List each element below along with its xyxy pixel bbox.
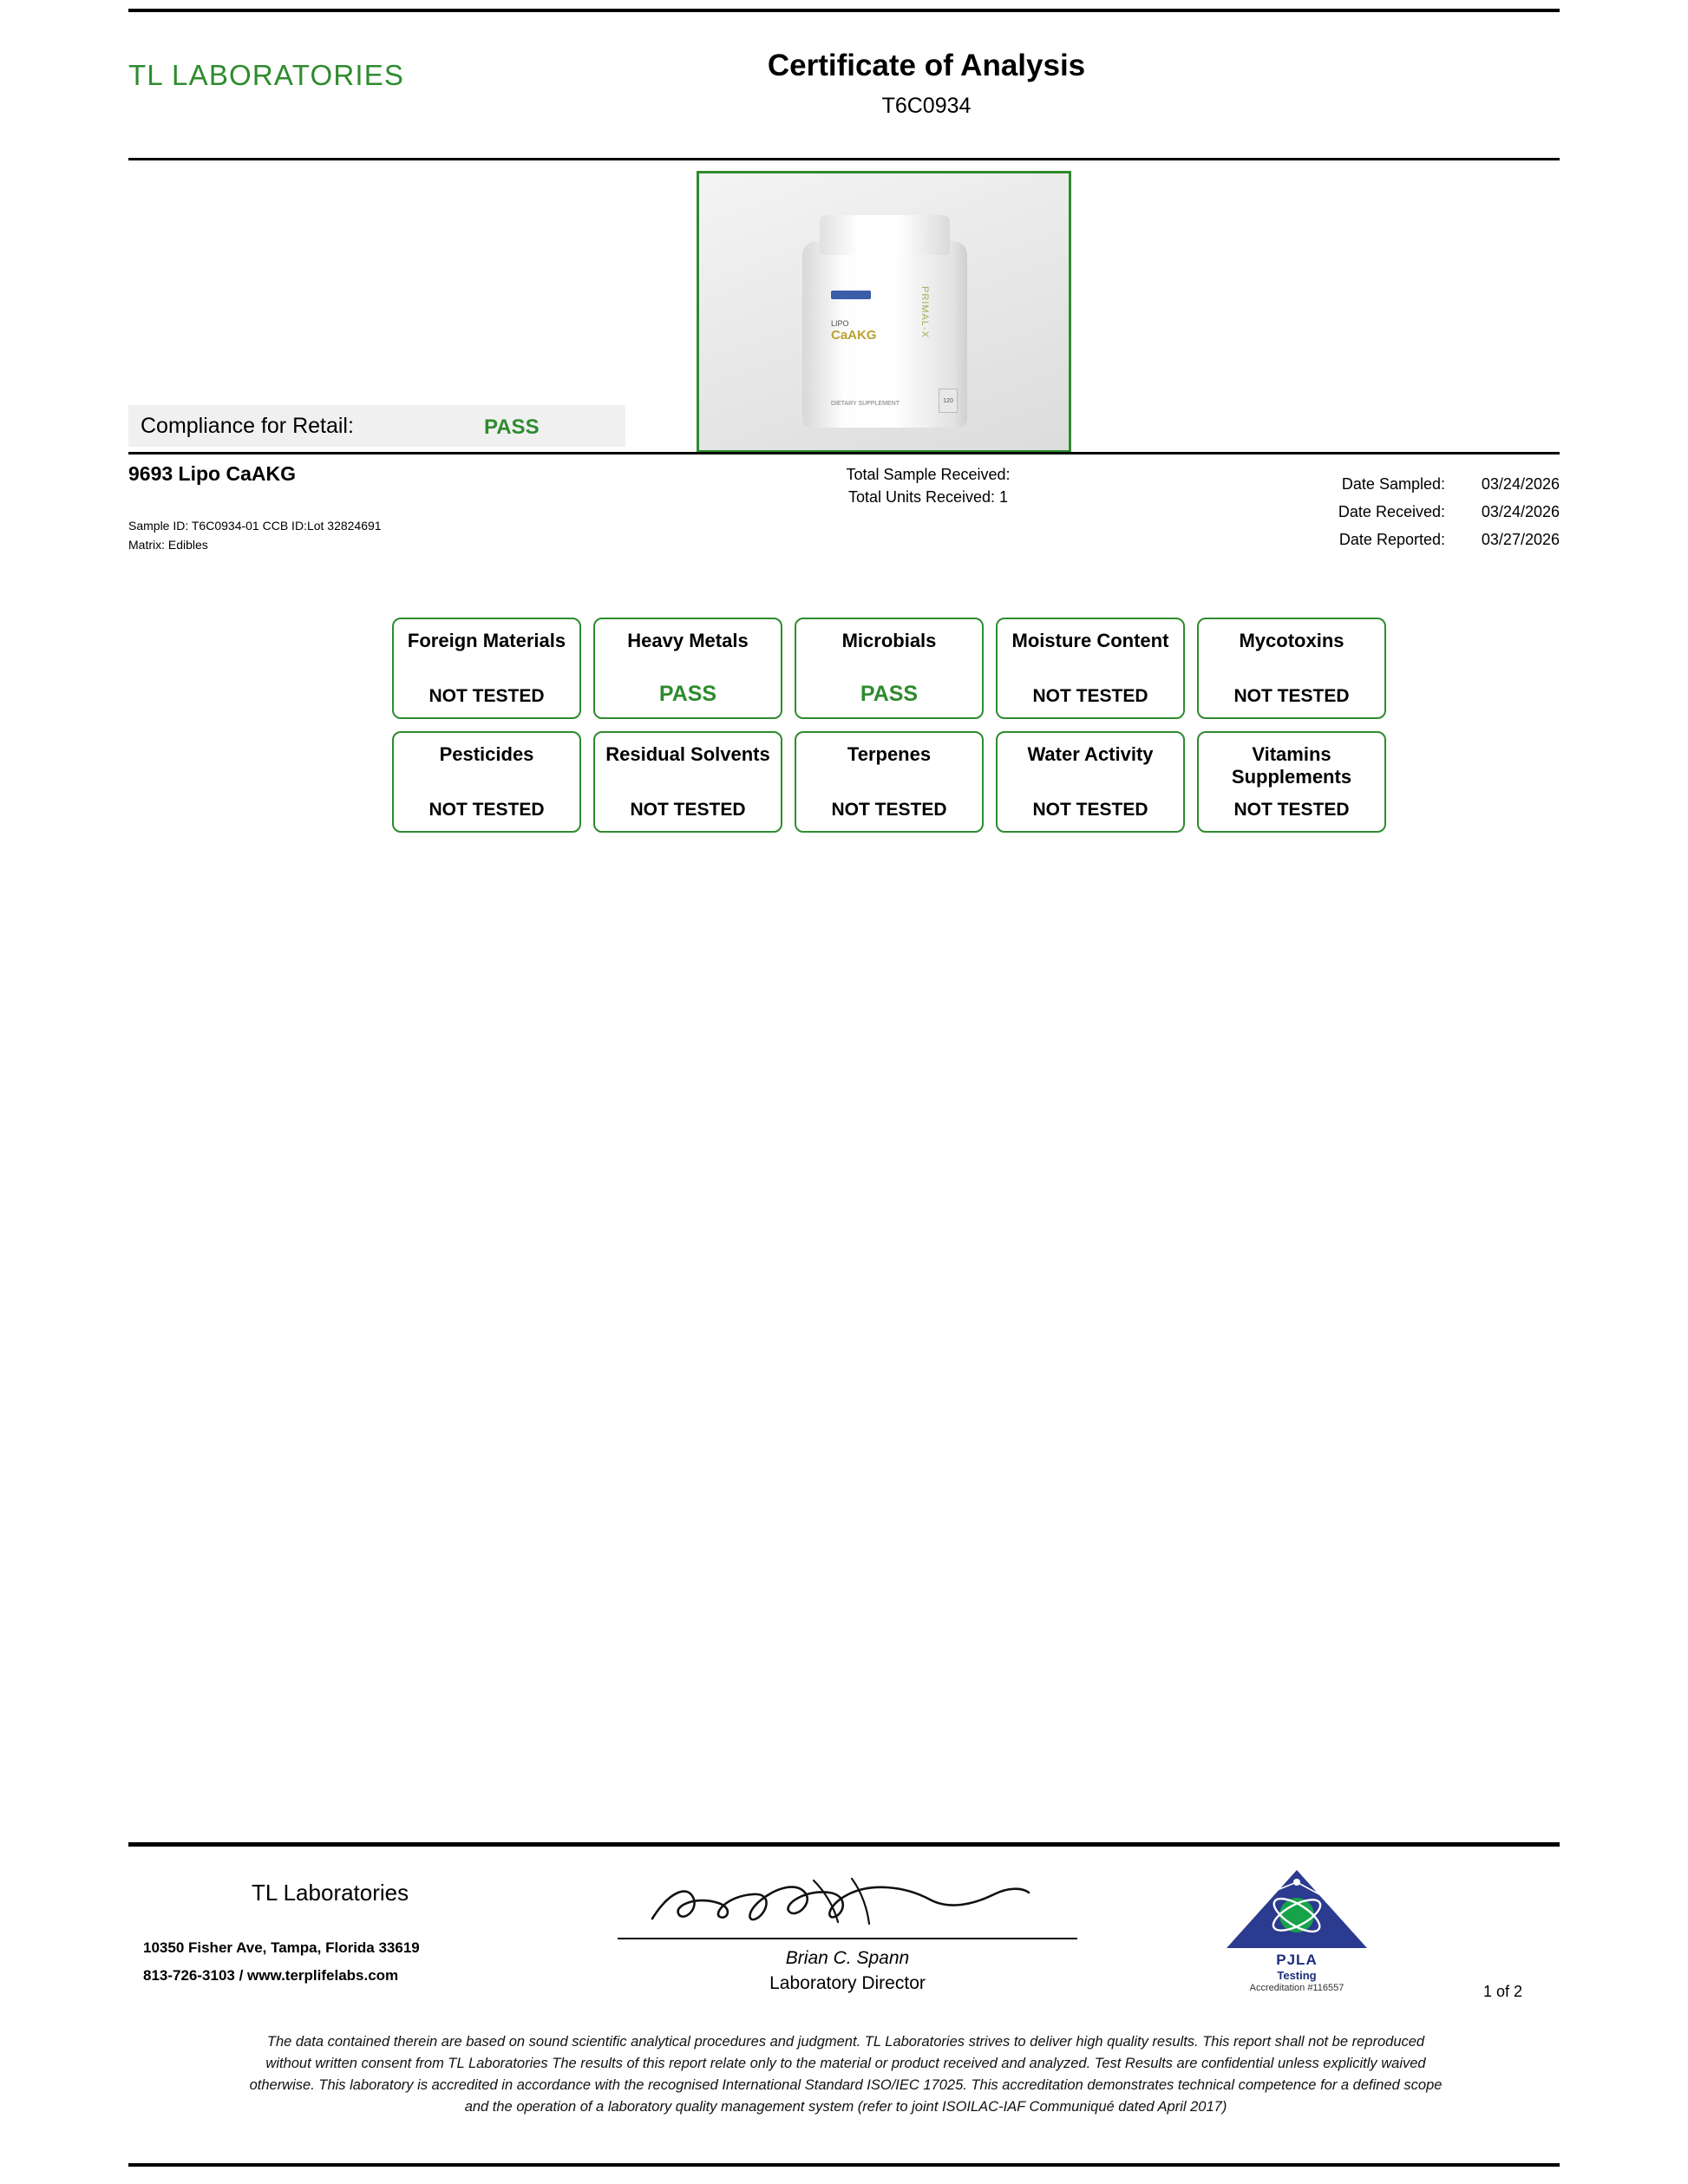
- signer-name: Brian C. Spann: [785, 1948, 910, 1968]
- test-card-heavy-metals[interactable]: [593, 618, 782, 719]
- footer-contact: 813-726-3103 / www.terplifelabs.com: [143, 1967, 399, 1984]
- test-card-status: NOT TESTED: [1233, 800, 1350, 820]
- accreditation-subtitle: Testing: [1277, 1969, 1317, 1982]
- test-card-foreign-materials[interactable]: [392, 618, 581, 719]
- sample-name: 9693 Lipo CaAKG: [128, 462, 296, 485]
- test-card-status: NOT TESTED: [1233, 686, 1350, 706]
- test-card-status: NOT TESTED: [831, 800, 947, 820]
- test-card-title: Mycotoxins: [1239, 630, 1345, 651]
- test-card-residual-solvents[interactable]: [593, 731, 782, 833]
- accreditation-logo: [1214, 1865, 1379, 1995]
- test-card-water-activity[interactable]: [996, 731, 1185, 833]
- lab-logo-text: TL LABORATORIES: [128, 59, 405, 91]
- date-received-label: Date Received:: [1338, 503, 1445, 520]
- date-row: [1197, 470, 1560, 498]
- document-header: [128, 26, 1560, 139]
- sample-matrix: Matrix: Edibles: [128, 538, 208, 552]
- test-card-vitamins-supplements[interactable]: [1197, 731, 1386, 833]
- test-card-title: Foreign Materials: [407, 630, 566, 651]
- sample-code: T6C0934: [881, 94, 972, 118]
- dates-block: [1197, 470, 1560, 553]
- test-card-status: NOT TESTED: [1032, 800, 1148, 820]
- received-info: [746, 463, 1110, 508]
- test-card-moisture-content[interactable]: [996, 618, 1185, 719]
- bottle-side-text: PRIMAL-X: [919, 286, 930, 338]
- bottle-brand-text: LIPO: [831, 319, 849, 328]
- date-sampled-label: Date Sampled:: [1341, 475, 1445, 493]
- test-card-status: PASS: [658, 682, 717, 706]
- signature-icon: [644, 1873, 1051, 1934]
- test-card-title: Moisture Content: [1011, 630, 1169, 651]
- signature-block: [618, 1873, 1077, 1994]
- footer-address: 10350 Fisher Ave, Tampa, Florida 33619: [143, 1939, 420, 1956]
- compliance-label: Compliance for Retail:: [141, 414, 354, 438]
- date-reported-label: Date Reported:: [1338, 531, 1445, 548]
- test-card-title: Pesticides: [439, 743, 534, 765]
- test-card-microbials[interactable]: [795, 618, 984, 719]
- bottle-count-badge: 120: [939, 389, 958, 413]
- test-card-title: Vitamins Supplements: [1231, 743, 1352, 788]
- test-card-title: Terpenes: [847, 743, 932, 765]
- signer-role: Laboratory Director: [769, 1973, 926, 1993]
- footer-divider: [128, 1842, 1560, 1847]
- accreditation-number: Accreditation #116557: [1249, 1983, 1345, 1993]
- test-card-status: PASS: [860, 682, 919, 706]
- test-card-title: Water Activity: [1027, 743, 1154, 765]
- test-card-terpenes[interactable]: [795, 731, 984, 833]
- bottle-product-text: CaAKG: [831, 328, 877, 343]
- bottom-divider: [128, 2163, 1560, 2167]
- test-card-status: NOT TESTED: [429, 686, 545, 706]
- accreditation-name: PJLA: [1276, 1952, 1318, 1968]
- test-card-title: Residual Solvents: [605, 743, 770, 765]
- test-card-status: NOT TESTED: [1032, 686, 1148, 706]
- product-photo: [697, 171, 1071, 453]
- signature-line: [618, 1938, 1077, 1939]
- date-reported-value: 03/27/2026: [1481, 531, 1560, 548]
- footer-lab-name: TL Laboratories: [252, 1880, 409, 1906]
- compliance-status-badge: PASS: [484, 415, 540, 439]
- test-card-status: NOT TESTED: [429, 800, 545, 820]
- test-summary-row: [392, 618, 1398, 719]
- compliance-bar: [128, 405, 625, 447]
- top-divider: [128, 9, 1560, 12]
- test-card-pesticides[interactable]: [392, 731, 581, 833]
- disclaimer-text: The data contained therein are based on sound scientific analytical procedures and judgment. TL Laboratories strives to deliver high quality results. This report shall not be reproduced without written consent from TL Laboratories The results of this report relate only to the material or product received and analyzed. Test Results are confidential unless explicitly waived otherwise. This laboratory is accredited in accordance with the recognised International Standard ISO/IEC 17025. This accreditation demonstrates technical competence for a defined scope and the operation of a laboratory quality management system (refer to joint ISOILAC-IAF Communiqué dated April 2017): [249, 2034, 1443, 2115]
- date-sampled-value: 03/24/2026: [1481, 475, 1560, 493]
- header-divider: [128, 158, 1560, 160]
- pjla-triangle-icon: [1214, 1865, 1379, 1952]
- date-row: [1197, 498, 1560, 526]
- total-units-received: Total Units Received: 1: [847, 488, 1009, 506]
- test-summary-row: [392, 731, 1398, 833]
- compliance-divider: [128, 452, 1560, 454]
- date-received-value: 03/24/2026: [1481, 503, 1560, 520]
- page-title: Certificate of Analysis: [767, 49, 1086, 82]
- date-row: [1197, 526, 1560, 553]
- page-number: 1 of 2: [1483, 1983, 1523, 2000]
- bottle-footer-text: DIETARY SUPPLEMENT: [831, 401, 900, 407]
- sample-id: Sample ID: T6C0934-01 CCB ID:Lot 32824691: [128, 519, 382, 533]
- test-card-mycotoxins[interactable]: [1197, 618, 1386, 719]
- test-card-status: NOT TESTED: [630, 800, 746, 820]
- test-card-title: Microbials: [841, 630, 937, 651]
- total-sample-received: Total Sample Received:: [846, 466, 1011, 483]
- test-summary-grid: [392, 618, 1398, 845]
- bottle-cap: [820, 215, 950, 255]
- bottle-logo-icon: [831, 291, 871, 299]
- test-card-title: Heavy Metals: [627, 630, 749, 651]
